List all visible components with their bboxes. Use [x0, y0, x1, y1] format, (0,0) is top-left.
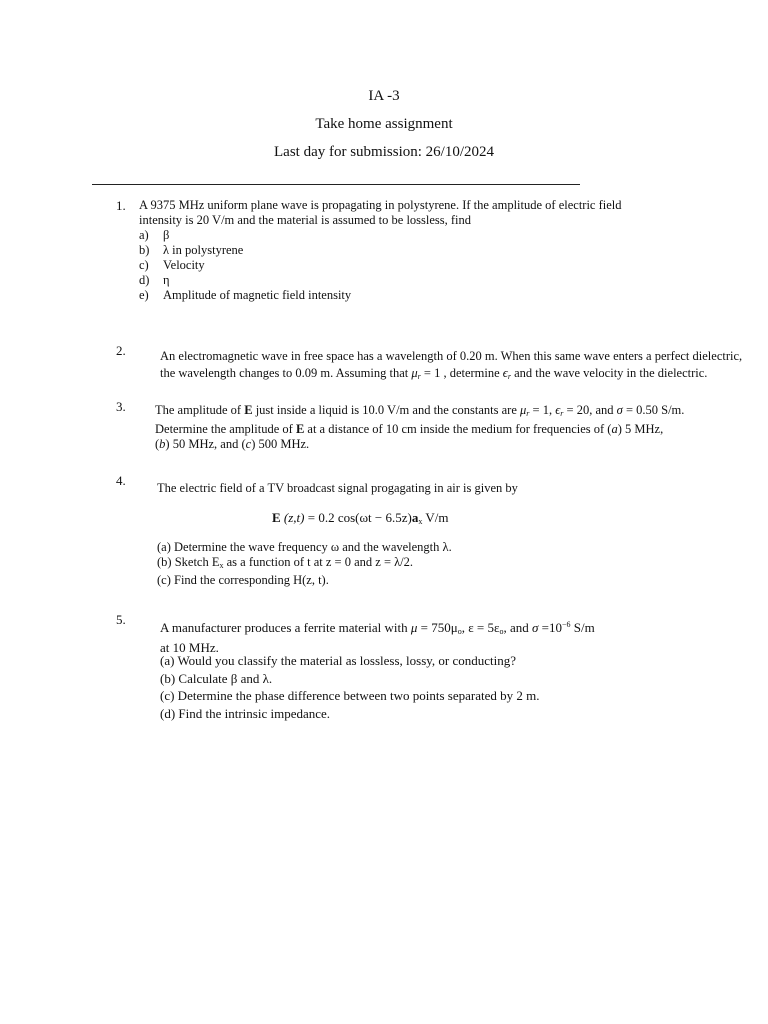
question-2	[160, 348, 760, 385]
question-5-number: 5.	[116, 612, 126, 627]
question-5-parts	[160, 652, 740, 722]
question-3-line-3: (b) 50 MHz, and (c) 500 MHz.	[155, 437, 310, 451]
list-item: (c) Find the corresponding H(z, t).	[157, 573, 329, 587]
list-item: (b) Calculate β and λ.	[160, 670, 273, 686]
document-title: IA -3	[368, 88, 400, 104]
question-4-parts	[157, 540, 717, 588]
question-4-number: 4.	[116, 473, 126, 488]
document-subtitle: Take home assignment	[315, 116, 453, 132]
question-5-line-1: A manufacturer produces a ferrite material with $\mu = 750\mu_o$, $\varepsilon = 5\varepsilon_o$, and $\sigma =10^{-6}$ S/m	[160, 620, 595, 636]
question-3-line-2: Determine the amplitude of E at a distance of 10 cm inside the medium for frequencies of (a) 5 MHz,	[155, 421, 664, 436]
submission-deadline: Last day for submission: 26/10/2024	[274, 144, 494, 160]
list-item: (a) Would you classify the material as lossless, lossy, or conducting?	[160, 653, 517, 668]
list-item: c) Velocity	[139, 258, 205, 272]
question-3-number: 3.	[116, 399, 126, 414]
question-5-intro	[160, 617, 740, 656]
question-3	[155, 403, 755, 453]
list-item: d) η	[139, 273, 170, 287]
list-item: b) λ in polystyrene	[139, 243, 244, 257]
list-item: a) β	[139, 228, 170, 242]
list-item: (c) Determine the phase difference between two points separated by 2 m.	[160, 688, 540, 703]
list-item: e) Amplitude of magnetic field intensity	[139, 288, 352, 302]
question-1	[139, 198, 699, 303]
question-2-line-2: the wavelength changes to 0.09 m. Assuming that $\mu_r = 1$ , determine $\epsilon_r$ and the wave velocity in the dielectric.	[160, 366, 708, 381]
question-1-number: 1.	[116, 198, 126, 213]
question-3-line-1: The amplitude of E just inside a liquid is 10.0 V/m and the constants are $\mu_r = 1$, $\epsilon_r = 20$, and σ = 0.50 S/m.	[155, 403, 685, 418]
question-4-line-1: The electric field of a TV broadcast signal progagating in air is given by	[157, 481, 518, 495]
list-item: (d) Find the intrinsic impedance.	[160, 705, 331, 721]
question-4-equation: E (z,t) = 0.2 $\cos(\omega t - 6.5z)a_x$ V/m	[272, 510, 449, 526]
list-item: (b) Sketch $E_x$ as a function of t at z = 0 and z = λ/2.	[157, 554, 414, 570]
question-2-line-1: An electromagnetic wave in free space has a wavelength of 0.20 m. When this same wave enters a perfect dielectric,	[160, 349, 743, 363]
question-5-line-2: at 10 MHz.	[160, 640, 219, 655]
question-2-number: 2.	[116, 343, 126, 358]
question-1-line-1: A 9375 MHz uniform plane wave is propagating in polystyrene. If the amplitude of electric field	[139, 198, 622, 212]
list-item: (a) Determine the wave frequency ω and the wavelength λ.	[157, 540, 452, 554]
divider	[92, 184, 580, 185]
question-1-line-2: intensity is 20 V/m and the material is assumed to be lossless, find	[139, 213, 472, 227]
